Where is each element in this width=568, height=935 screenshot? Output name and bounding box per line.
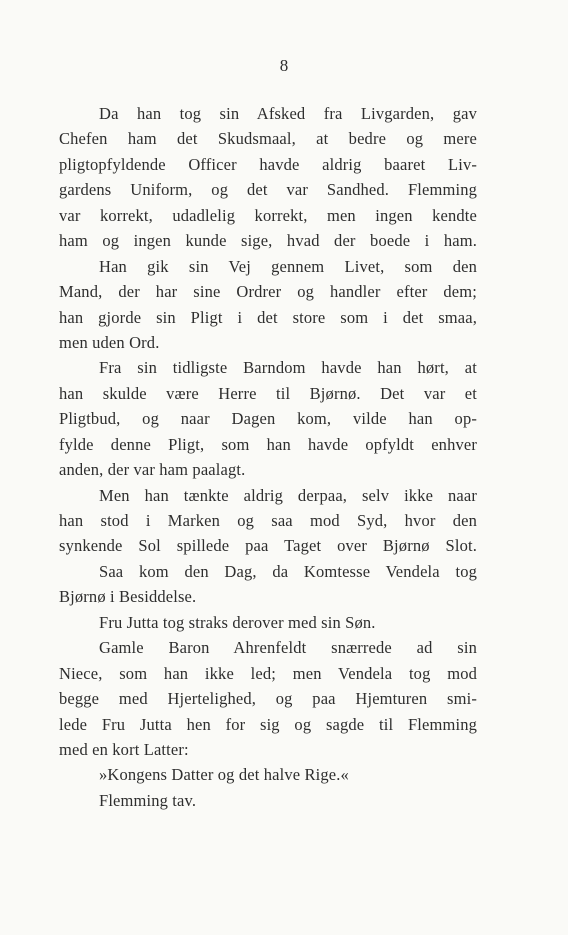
text-line: Flemming tav. (99, 790, 197, 810)
text-line: med en kort Latter: (59, 739, 189, 759)
text-line: Men han tænkte aldrig derpaa, selv ikke naar (99, 485, 477, 505)
text-line: Fra sin tidligste Barndom havde han hørt, at (99, 358, 477, 378)
text-line: han skulde være Herre til Bjørnø. Det var et (59, 383, 477, 403)
text-line: var korrekt, udadlelig korrekt, men ingen kendte (59, 205, 477, 225)
text-line: ham og ingen kunde sige, hvad der boede i ham. (59, 231, 477, 251)
text-line: Pligtbud, og naar Dagen kom, vilde han op- (59, 409, 477, 429)
text-line: »Kongens Datter og det halve Rige.« (99, 765, 349, 785)
text-line: Han gik sin Vej gennem Livet, som den (99, 256, 477, 276)
text-line: han gjorde sin Pligt i det store som i det smaa, (59, 307, 477, 327)
text-line: Fru Jutta tog straks derover med sin Søn. (99, 612, 376, 632)
text-line: Niece, som han ikke led; men Vendela tog mod (59, 663, 477, 683)
text-line: Gamle Baron Ahrenfeldt snærrede ad sin (99, 638, 477, 658)
text-line: Chefen ham det Skudsmaal, at bedre og mere (59, 129, 477, 149)
text-line: Bjørnø i Besiddelse. (59, 587, 197, 607)
text-line: fylde denne Pligt, som han havde opfyldt enhver (59, 434, 477, 454)
text-line: begge med Hjertelighed, og paa Hjemturen smi- (59, 689, 477, 709)
text-line: synkende Sol spillede paa Taget over Bjørnø Slot. (59, 536, 477, 556)
body-text (59, 101, 477, 813)
text-line: pligtopfyldende Officer havde aldrig baaret Liv- (59, 154, 477, 174)
page-number: 8 (279, 56, 289, 75)
text-line: lede Fru Jutta hen for sig og sagde til Flemming (59, 714, 477, 734)
text-line: gardens Uniform, og det var Sandhed. Flemming (59, 180, 477, 200)
text-line: Saa kom den Dag, da Komtesse Vendela tog (99, 561, 477, 581)
text-line: Da han tog sin Afsked fra Livgarden, gav (99, 104, 477, 123)
text-line: anden, der var ham paalagt. (59, 460, 246, 480)
text-line: men uden Ord. (59, 332, 160, 352)
text-line: Mand, der har sine Ordrer og handler efter dem; (59, 282, 477, 302)
text-line: han stod i Marken og saa mod Syd, hvor den (59, 511, 477, 530)
